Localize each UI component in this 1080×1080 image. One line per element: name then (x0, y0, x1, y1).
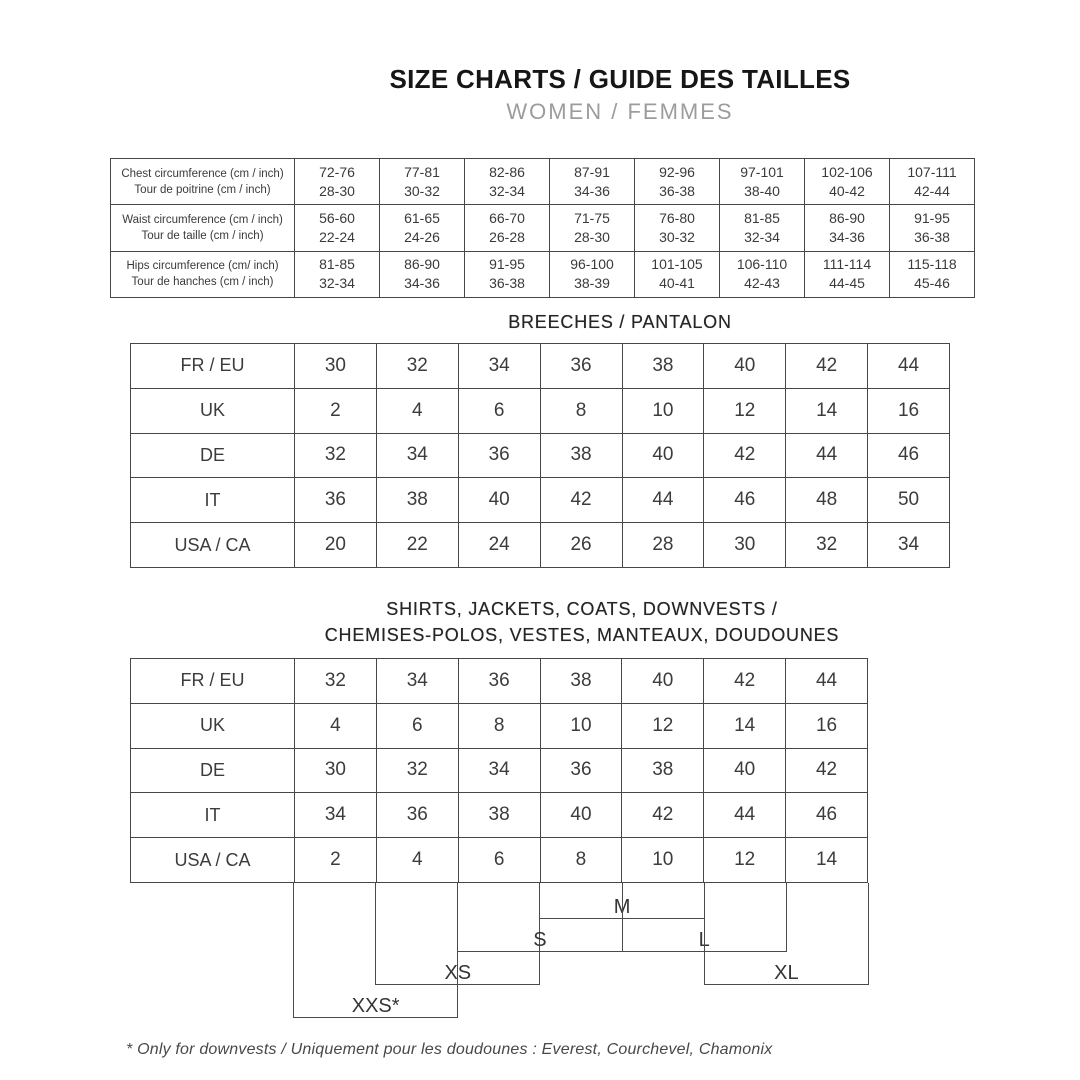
breeches-size-cell: 32 (295, 433, 377, 478)
shirts-size-cell: 46 (786, 793, 868, 838)
measurements-table (110, 158, 975, 298)
measurement-cell (465, 159, 550, 205)
measurement-inch: 42-44 (914, 182, 950, 199)
measurement-cm: 101-105 (651, 256, 703, 273)
measurement-cm: 107-111 (907, 163, 957, 180)
shirts-size-cell: 10 (540, 703, 622, 748)
breeches-size-cell: 20 (295, 523, 377, 568)
measurement-cell (635, 205, 720, 251)
measurement-cm: 72-76 (319, 163, 355, 180)
breeches-size-cell: 30 (295, 344, 377, 389)
measurement-cell (295, 251, 380, 297)
shirts-size-cell: 4 (295, 703, 377, 748)
measurement-cell (295, 205, 380, 251)
measurement-inch: 34-36 (574, 182, 610, 199)
measurement-inch: 38-40 (744, 182, 780, 199)
size-bracket-label: M (613, 896, 631, 918)
measurement-cm: 76-80 (659, 209, 695, 226)
measurement-inch: 28-30 (319, 182, 355, 199)
measurement-cell (805, 159, 890, 205)
measurement-inch: 32-34 (489, 182, 525, 199)
page-title: SIZE CHARTS / GUIDE DES TAILLES (389, 64, 851, 94)
breeches-size-cell: 26 (540, 523, 622, 568)
measurement-cell (550, 251, 635, 297)
measurement-cell (550, 159, 635, 205)
measurement-inch: 40-41 (659, 275, 695, 292)
measurement-cell (380, 159, 465, 205)
measurement-cell (890, 159, 975, 205)
measurement-inch: 32-34 (744, 228, 780, 245)
breeches-size-cell: 40 (458, 478, 540, 523)
breeches-size-cell: 42 (786, 344, 868, 389)
breeches-size-cell: 6 (458, 388, 540, 433)
breeches-row-freu (131, 344, 950, 389)
measurement-cm: 86-90 (829, 209, 865, 226)
breeches-size-cell: 14 (786, 388, 868, 433)
measurement-cm: 92-96 (659, 163, 695, 180)
breeches-row-de (131, 433, 950, 478)
breeches-region-label: UK (131, 388, 295, 433)
breeches-size-table (130, 343, 950, 568)
shirts-size-cell: 34 (376, 659, 458, 704)
measurement-cm: 87-91 (574, 163, 610, 180)
measurement-cell (295, 159, 380, 205)
measurement-cell (720, 159, 805, 205)
measurement-inch: 36-38 (659, 182, 695, 199)
shirts-size-cell: 32 (295, 659, 377, 704)
size-bracket-label: XL (774, 962, 799, 984)
size-bracket-label: L (698, 929, 710, 951)
breeches-size-cell: 36 (458, 433, 540, 478)
breeches-row-usaca (131, 523, 950, 568)
shirts-size-cell: 36 (458, 659, 540, 704)
measurement-cm: 96-100 (570, 256, 614, 273)
measurement-label (111, 251, 295, 297)
measurement-cm: 61-65 (404, 209, 440, 226)
breeches-size-cell: 36 (540, 344, 622, 389)
page-subtitle: WOMEN / FEMMES (506, 99, 734, 124)
measurement-cm: 91-95 (489, 256, 525, 273)
measurement-cm: 82-86 (489, 163, 525, 180)
breeches-size-cell: 40 (704, 344, 786, 389)
breeches-region-label: USA / CA (131, 523, 295, 568)
breeches-size-cell: 42 (540, 478, 622, 523)
measurement-cm: 106-110 (736, 256, 788, 273)
shirts-size-cell: 14 (704, 703, 786, 748)
breeches-size-cell: 34 (458, 344, 540, 389)
breeches-size-cell: 16 (868, 388, 950, 433)
breeches-size-cell: 38 (376, 478, 458, 523)
breeches-row-uk (131, 388, 950, 433)
breeches-size-cell: 44 (622, 478, 704, 523)
measurement-cell (380, 205, 465, 251)
measurement-cm: 81-85 (744, 209, 780, 226)
breeches-size-cell: 40 (622, 433, 704, 478)
size-bracket-label: XXS* (351, 995, 400, 1017)
breeches-size-cell: 36 (295, 478, 377, 523)
breeches-size-cell: 50 (868, 478, 950, 523)
shirts-size-cell: 32 (376, 748, 458, 793)
shirts-row-de (131, 748, 868, 793)
shirts-size-cell: 16 (786, 703, 868, 748)
measurement-cm: 91-95 (914, 209, 950, 226)
breeches-size-cell: 38 (622, 344, 704, 389)
shirts-size-cell: 44 (786, 659, 868, 704)
shirts-size-cell: 10 (622, 838, 704, 883)
breeches-size-cell: 32 (786, 523, 868, 568)
breeches-region-label: FR / EU (131, 344, 295, 389)
measurement-inch: 28-30 (574, 228, 610, 245)
measurement-cm: 77-81 (404, 163, 440, 180)
measurement-label (111, 205, 295, 251)
measurements-row-0 (111, 159, 975, 205)
breeches-size-cell: 24 (458, 523, 540, 568)
shirts-region-label: USA / CA (131, 838, 295, 883)
shirts-size-cell: 36 (376, 793, 458, 838)
measurements-row-2 (111, 251, 975, 297)
shirts-size-cell: 12 (704, 838, 786, 883)
shirts-size-cell: 42 (622, 793, 704, 838)
breeches-size-cell: 10 (622, 388, 704, 433)
breeches-size-cell: 48 (786, 478, 868, 523)
breeches-region-label: IT (131, 478, 295, 523)
breeches-size-cell: 46 (704, 478, 786, 523)
size-bracket-label: S (533, 929, 547, 951)
measurement-inch: 26-28 (489, 228, 525, 245)
breeches-row-it (131, 478, 950, 523)
measurement-label-en: Waist circumference (cm / inch) (122, 213, 283, 226)
shirts-size-cell: 14 (786, 838, 868, 883)
breeches-size-cell: 2 (295, 388, 377, 433)
shirts-size-cell: 42 (704, 659, 786, 704)
measurement-inch: 45-46 (914, 275, 950, 292)
measurement-label-en: Hips circumference (cm/ inch) (126, 260, 279, 273)
shirts-title-line2: CHEMISES-POLOS, VESTES, MANTEAUX, DOUDOUNES (324, 625, 840, 645)
breeches-size-cell: 8 (540, 388, 622, 433)
measurement-inch: 24-26 (404, 228, 440, 245)
shirts-row-usaca (131, 838, 868, 883)
shirts-size-cell: 12 (622, 703, 704, 748)
measurement-inch: 38-39 (574, 275, 610, 292)
measurement-label-en: Chest circumference (cm / inch) (121, 167, 284, 180)
measurement-cm: 56-60 (319, 209, 355, 226)
measurement-cell (890, 251, 975, 297)
measurement-label (111, 159, 295, 205)
measurements-row-1 (111, 205, 975, 251)
measurement-cell (465, 205, 550, 251)
breeches-section-title: BREECHES / PANTALON (508, 312, 732, 332)
measurement-inch: 22-24 (319, 228, 355, 245)
measurement-inch: 34-36 (829, 228, 865, 245)
measurement-cell (720, 251, 805, 297)
measurement-label-fr: Tour de poitrine (cm / inch) (134, 183, 271, 196)
shirts-size-cell: 42 (786, 748, 868, 793)
shirts-size-cell: 4 (376, 838, 458, 883)
breeches-size-cell: 30 (704, 523, 786, 568)
measurement-inch: 30-32 (404, 182, 440, 199)
measurement-cell (550, 205, 635, 251)
measurement-cell (805, 251, 890, 297)
measurement-label-fr: Tour de hanches (cm / inch) (131, 276, 274, 289)
breeches-size-cell: 34 (376, 433, 458, 478)
measurement-inch: 36-38 (489, 275, 525, 292)
measurement-cm: 81-85 (319, 256, 355, 273)
measurement-inch: 32-34 (319, 275, 355, 292)
breeches-size-cell: 46 (868, 433, 950, 478)
shirts-size-cell: 6 (376, 703, 458, 748)
shirts-size-cell: 34 (458, 748, 540, 793)
size-bracket-label: XS (444, 962, 472, 984)
measurement-cm: 66-70 (489, 209, 525, 226)
breeches-size-cell: 12 (704, 388, 786, 433)
shirts-size-cell: 36 (540, 748, 622, 793)
shirts-size-cell: 40 (704, 748, 786, 793)
measurement-cell (380, 251, 465, 297)
measurement-cell (635, 251, 720, 297)
shirts-size-cell: 38 (458, 793, 540, 838)
shirts-size-cell: 38 (622, 748, 704, 793)
breeches-size-cell: 42 (704, 433, 786, 478)
measurement-cm: 102-106 (821, 163, 873, 180)
measurement-cm: 111-114 (822, 256, 872, 273)
measurement-cm: 115-118 (907, 256, 957, 273)
breeches-size-cell: 44 (786, 433, 868, 478)
shirts-size-table (130, 658, 868, 883)
shirts-size-cell: 2 (295, 838, 377, 883)
shirts-size-cell: 30 (295, 748, 377, 793)
shirts-row-it (131, 793, 868, 838)
breeches-size-cell: 38 (540, 433, 622, 478)
shirts-section-title (325, 596, 840, 648)
shirts-size-cell: 44 (704, 793, 786, 838)
measurement-cm: 86-90 (404, 256, 440, 273)
shirts-size-cell: 38 (540, 659, 622, 704)
shirts-size-cell: 40 (540, 793, 622, 838)
measurement-label-fr: Tour de taille (cm / inch) (141, 229, 264, 242)
shirts-size-cell: 8 (458, 703, 540, 748)
breeches-size-cell: 44 (868, 344, 950, 389)
measurement-cell (635, 159, 720, 205)
shirts-size-cell: 8 (540, 838, 622, 883)
measurement-inch: 40-42 (829, 182, 865, 199)
shirts-size-cell: 6 (458, 838, 540, 883)
shirts-row-freu (131, 659, 868, 704)
shirts-region-label: UK (131, 703, 295, 748)
downvest-footnote: * Only for downvests / Uniquement pour les doudounes : Everest, Courchevel, Chamonix (126, 1041, 773, 1058)
shirts-size-cell: 40 (622, 659, 704, 704)
measurement-cm: 97-101 (740, 163, 784, 180)
shirts-row-uk (131, 703, 868, 748)
breeches-size-cell: 22 (376, 523, 458, 568)
size-bracket-xl (704, 883, 869, 985)
measurement-cell (805, 205, 890, 251)
breeches-size-cell: 34 (868, 523, 950, 568)
measurement-inch: 42-43 (744, 275, 780, 292)
measurement-inch: 30-32 (659, 228, 695, 245)
measurement-cell (720, 205, 805, 251)
measurement-inch: 36-38 (914, 228, 950, 245)
measurement-inch: 34-36 (404, 275, 440, 292)
measurement-cm: 71-75 (574, 209, 610, 226)
shirts-region-label: DE (131, 748, 295, 793)
shirts-size-cell: 34 (295, 793, 377, 838)
shirts-region-label: IT (131, 793, 295, 838)
breeches-size-cell: 32 (376, 344, 458, 389)
breeches-size-cell: 28 (622, 523, 704, 568)
breeches-size-cell: 4 (376, 388, 458, 433)
shirts-region-label: FR / EU (131, 659, 295, 704)
measurement-inch: 44-45 (829, 275, 865, 292)
shirts-title-line1: SHIRTS, JACKETS, COATS, DOWNVESTS / (386, 599, 778, 619)
breeches-region-label: DE (131, 433, 295, 478)
measurement-cell (465, 251, 550, 297)
measurement-cell (890, 205, 975, 251)
